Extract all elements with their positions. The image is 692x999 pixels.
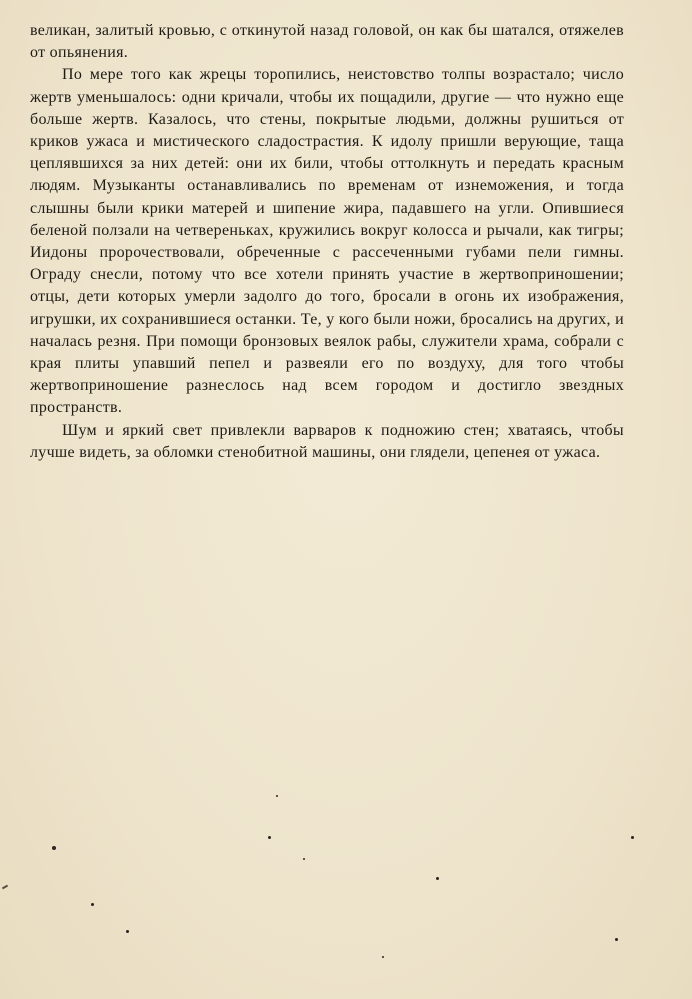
dust-speck (91, 903, 94, 906)
dust-speck (268, 836, 271, 839)
dust-speck (436, 877, 439, 880)
dust-speck (126, 930, 129, 933)
paragraph-sacrifice-frenzy: По мере того как жрецы торопились, неистовство толпы возрастало; число жертв уменьшалось: одни кричали, чтобы их пощадили, другие — что нужно еще больше жертв. Казалось, что стены, покрытые людьми, должны рушиться от криков ужаса и мистического сладострастия. К идолу пришли верующие, таща цеплявшихся за них детей: они их били, чтобы оттолкнуть и передать красным людям. Музыканты останавливались по временам от изнеможения, и тогда слышны были крики матерей и шипение жира, падавшего на угли. Опившиеся беленой ползали на четвереньках, кружились вокруг колосса и рычали, как тигры; Иидоны пророчествовали, обреченные с рассеченными губами пели гимны. Ограду снесли, потому что все хотели принять участие в жертвоприношении; отцы, дети которых умерли задолго до того, бросали в огонь их изображения, игрушки, их сохранившиеся останки. Те, у кого были ножи, бросались на других, и началась резня. При помощи бронзовых веялок рабы, служители храма, собрали с края плиты упавший пепел и развеяли его по воздуху, для того чтобы жертвоприношение разнеслось над всем городом и достигло звездных пространств. (30, 66, 624, 417)
edge-scratch (2, 885, 8, 890)
dust-speck (52, 846, 56, 850)
dust-speck (631, 836, 634, 839)
dust-speck (382, 956, 384, 958)
text-body (30, 20, 624, 464)
paragraph-barbarians: Шум и яркий свет привлекли варваров к подножию стен; хватаясь, чтобы лучше видеть, за обломки стенобитной машины, они глядели, цепенея от ужаса. (30, 421, 624, 461)
dust-speck (303, 858, 305, 860)
dust-speck (276, 795, 278, 797)
paragraph-continuation: великан, залитый кровью, с откинутой назад головой, он как бы шатался, отяжелев от опьянения. (30, 22, 624, 62)
dust-speck (615, 938, 618, 941)
